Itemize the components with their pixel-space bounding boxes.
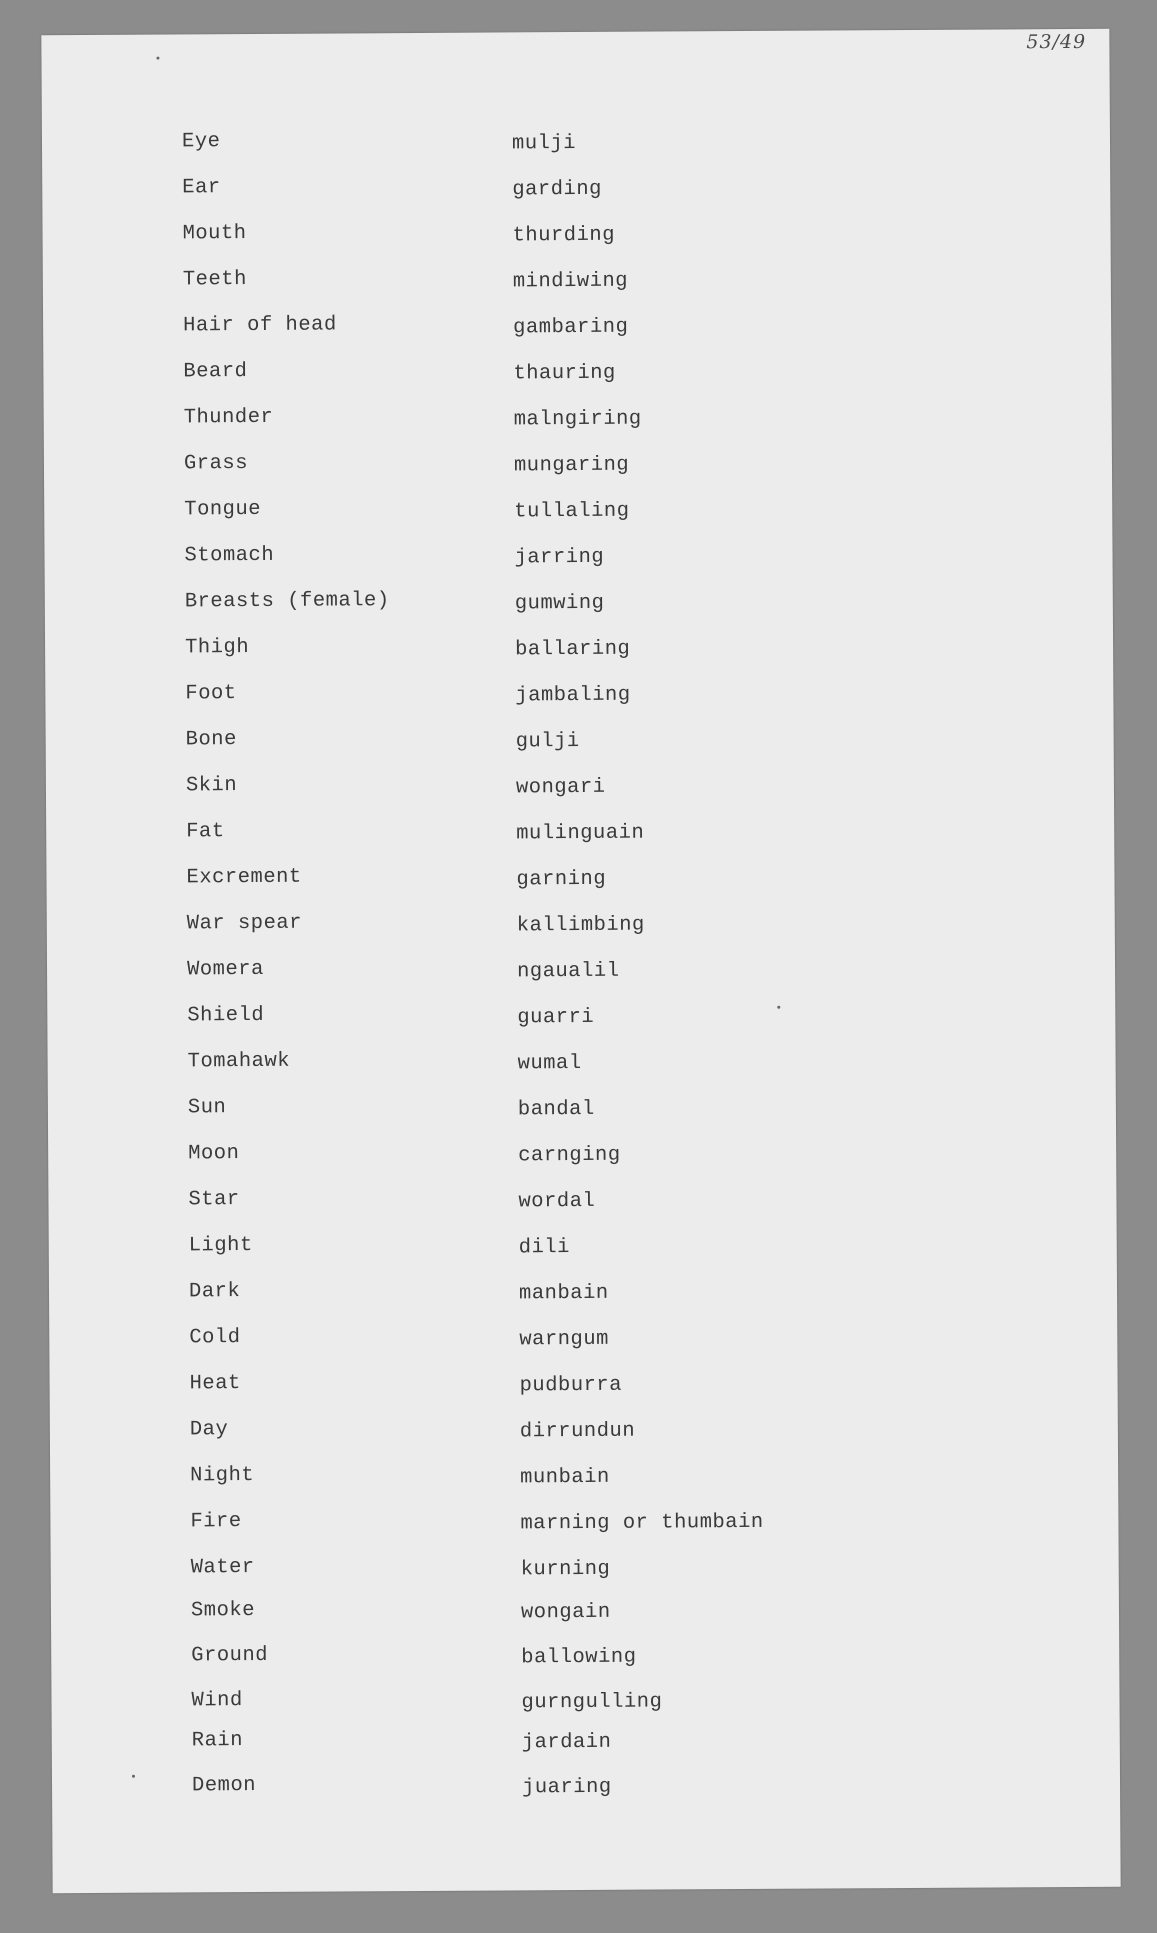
aboriginal-word: pudburra [519,1373,623,1398]
aboriginal-word: munbain [520,1465,610,1490]
english-word: Heat [189,1372,241,1396]
english-word: Ground [191,1643,269,1668]
aboriginal-word: jambaling [515,683,631,708]
aboriginal-word: warngum [519,1327,610,1352]
english-word: Sun [187,1096,227,1120]
list-item [186,816,986,861]
english-word: Bone [185,728,237,752]
list-item [189,1276,989,1321]
english-word: Moon [188,1142,240,1166]
list-item [184,494,984,539]
list-item [188,1184,988,1229]
list-item [191,1685,991,1730]
list-item [183,310,983,355]
aboriginal-word: marning or thumbain [520,1510,764,1536]
aboriginal-word: gulji [515,730,580,754]
english-word: Fire [190,1510,242,1534]
list-item [192,1770,992,1815]
list-item [182,218,982,263]
english-word: Rain [191,1729,244,1753]
list-item [184,448,984,493]
aboriginal-word: juaring [521,1775,612,1800]
aboriginal-word: kurning [520,1557,611,1582]
list-item [188,1138,988,1183]
english-word: Day [189,1418,229,1442]
english-word: Hair of head [183,313,337,338]
document-page [41,29,1120,1893]
aboriginal-word: manbain [518,1281,609,1306]
list-item [190,1506,990,1551]
aboriginal-word: gurngulling [521,1690,663,1715]
aboriginal-word: ballaring [515,637,631,662]
vocabulary-list [181,90,982,1800]
english-word: Night [190,1464,255,1488]
aboriginal-word: ballowing [521,1645,637,1670]
english-word: Grass [183,452,249,476]
english-word: War spear [186,911,303,936]
aboriginal-word: wongain [520,1600,611,1625]
folio-number: 53/49 [1026,30,1087,54]
list-item [185,678,985,723]
english-word: Thunder [183,405,274,430]
list-item [186,862,986,907]
list-item [188,1046,988,1091]
aboriginal-word: wumal [517,1051,582,1076]
list-item [186,724,986,769]
aboriginal-word: guarri [517,1005,595,1030]
aboriginal-word: thurding [512,223,616,248]
english-word: Stomach [184,543,275,568]
english-word: Eye [181,130,221,154]
english-word: Foot [185,682,237,706]
paper-speck [132,1775,135,1778]
aboriginal-word: garning [516,867,607,892]
list-item [187,954,987,999]
english-word: Wind [191,1689,243,1713]
aboriginal-word: wongari [515,775,606,800]
list-item [190,1414,990,1459]
english-word: Smoke [190,1599,256,1623]
list-item [188,1092,988,1137]
list-item [184,402,984,447]
list-item [190,1460,990,1505]
english-word: Demon [191,1774,257,1798]
list-item [190,1368,990,1413]
list-item [189,1322,989,1367]
english-word: Tongue [184,497,262,522]
english-word: Thigh [185,636,250,660]
aboriginal-word: jarring [514,545,605,570]
english-word: Star [188,1188,240,1212]
list-item [187,1000,987,1045]
list-item [182,126,982,171]
english-word: Teeth [182,268,247,292]
aboriginal-word: mungaring [513,453,630,478]
paper-speck [156,57,159,60]
list-item [182,172,982,217]
list-item [191,1640,991,1685]
aboriginal-word: kallimbing [516,913,645,938]
aboriginal-word: dirrundun [519,1419,636,1444]
aboriginal-word: wordal [518,1189,596,1214]
list-item [186,770,986,815]
aboriginal-word: ngaualil [516,959,620,984]
aboriginal-word: dili [518,1236,571,1260]
aboriginal-word: gambaring [513,315,629,340]
english-word: Tomahawk [187,1049,291,1074]
list-item [185,632,985,677]
english-word: Mouth [182,222,247,246]
list-item [185,586,985,631]
list-item [192,1725,992,1770]
list-item [184,540,984,585]
aboriginal-word: gumwing [514,591,605,616]
list-item [191,1595,991,1640]
aboriginal-word: thauring [513,361,616,386]
aboriginal-word: jardain [521,1730,612,1755]
aboriginal-word: malngiring [513,407,642,432]
aboriginal-word: carnging [518,1143,621,1168]
paper-speck [777,1006,780,1009]
aboriginal-word: bandal [517,1097,595,1122]
english-word: Light [188,1234,253,1258]
english-word: Water [190,1556,255,1580]
list-item [187,908,987,953]
aboriginal-word: mulji [511,132,577,156]
english-word: Dark [188,1280,241,1304]
english-word: Cold [189,1326,241,1350]
aboriginal-word: mulinguain [516,821,645,846]
list-item [183,356,983,401]
english-word: Skin [185,774,238,798]
aboriginal-word: garding [512,177,602,202]
english-word: Ear [182,176,221,200]
english-word: Beard [183,360,248,384]
english-word: Womera [186,957,264,982]
english-word: Fat [186,820,225,844]
list-item [183,264,983,309]
list-item [191,1552,991,1597]
english-word: Breasts (female) [184,589,390,614]
english-word: Shield [187,1003,265,1028]
english-word: Excrement [186,865,302,890]
aboriginal-word: tullaling [514,499,630,524]
aboriginal-word: mindiwing [512,269,629,294]
list-item [189,1230,989,1275]
